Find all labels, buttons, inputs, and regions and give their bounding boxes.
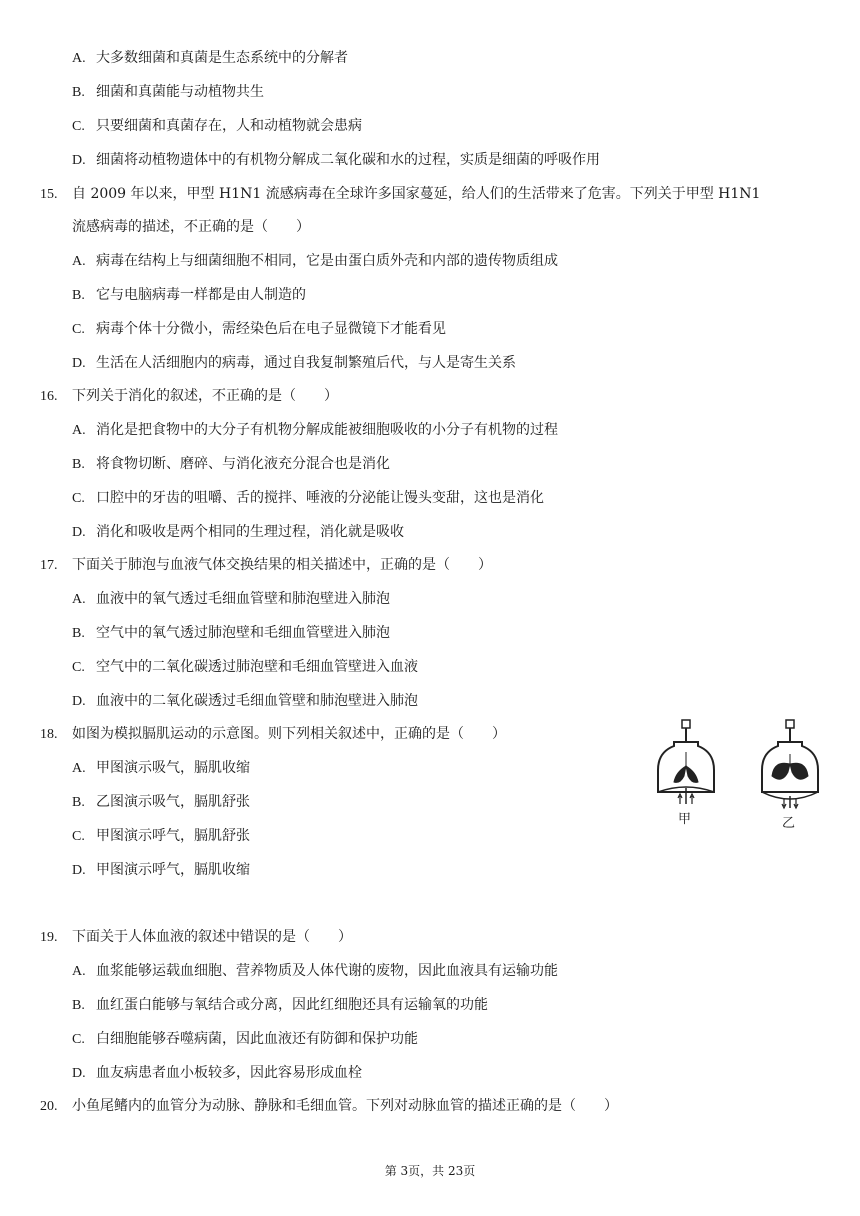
q14-option-c: C. 只要细菌和真菌存在，人和动植物就会患病 xyxy=(72,118,362,134)
q18-option-a: A. 甲图演示吸气，膈肌收缩 xyxy=(72,760,250,776)
q14-option-d: D. 细菌将动植物遗体中的有机物分解成二氧化碳和水的过程，实质是细菌的呼吸作用 xyxy=(72,152,600,168)
q19-option-b: B. 血红蛋白能够与氧结合或分离，因此红细胞还具有运输氧的功能 xyxy=(72,997,488,1013)
q16-stem: 16. 下列关于消化的叙述，不正确的是（ ） xyxy=(40,388,338,404)
q19-stem: 19. 下面关于人体血液的叙述中错误的是（ ） xyxy=(40,929,352,945)
q15-option-a: A. 病毒在结构上与细菌细胞不相同，它是由蛋白质外壳和内部的遗传物质组成 xyxy=(72,253,558,269)
q16-option-a: A. 消化是把食物中的大分子有机物分解成能被细胞吸收的小分子有机物的过程 xyxy=(72,422,558,438)
q16-option-d: D. 消化和吸收是两个相同的生理过程，消化就是吸收 xyxy=(72,524,404,540)
q19-option-a: A. 血浆能够运载血细胞、营养物质及人体代谢的废物，因此血液具有运输功能 xyxy=(72,963,558,979)
page-footer: 第 3页，共 23页 xyxy=(384,1164,476,1178)
q17-stem: 17. 下面关于肺泡与血液气体交换结果的相关描述中，正确的是（ ） xyxy=(40,557,492,573)
q17-option-c: C. 空气中的二氧化碳透过肺泡壁和毛细血管壁进入血液 xyxy=(72,659,418,675)
diaphragm-model-svg xyxy=(650,716,830,836)
q15-stem: 15. 自 2009 年以来，甲型 H1N1 流感病毒在全球许多国家蔓延，给人们的生活带来了危害。下列关于甲型 H1N1 xyxy=(40,186,761,202)
q17-option-b: B. 空气中的氧气透过肺泡壁和毛细血管壁进入肺泡 xyxy=(72,625,390,641)
q18-stem: 18. 如图为模拟膈肌运动的示意图。则下列相关叙述中，正确的是（ ） xyxy=(40,726,506,742)
q17-option-d: D. 血液中的二氧化碳透过毛细血管壁和肺泡壁进入肺泡 xyxy=(72,693,418,709)
q18-option-c: C. 甲图演示呼气，膈肌舒张 xyxy=(72,828,250,844)
q19-option-c: C. 白细胞能够吞噬病菌，因此血液还有防御和保护功能 xyxy=(72,1031,418,1047)
q15-option-b: B. 它与电脑病毒一样都是由人制造的 xyxy=(72,287,306,303)
q19-option-d: D. 血友病患者血小板较多，因此容易形成血栓 xyxy=(72,1065,362,1081)
q14-option-a: A. 大多数细菌和真菌是生态系统中的分解者 xyxy=(72,50,348,66)
figure-label-jia: 甲 xyxy=(678,812,692,827)
q15-option-d: D. 生活在人活细胞内的病毒，通过自我复制繁殖后代，与人是寄生关系 xyxy=(72,355,516,371)
diaphragm-model-figure xyxy=(650,716,830,836)
q15-stem-cont: 流感病毒的描述，不正确的是（ ） xyxy=(72,219,310,235)
q18-option-b: B. 乙图演示吸气，膈肌舒张 xyxy=(72,794,250,810)
q18-option-d: D. 甲图演示呼气，膈肌收缩 xyxy=(72,862,250,878)
q14-option-b: B. 细菌和真菌能与动植物共生 xyxy=(72,84,264,100)
q17-option-a: A. 血液中的氧气透过毛细血管壁和肺泡壁进入肺泡 xyxy=(72,591,390,607)
q20-stem: 20. 小鱼尾鳍内的血管分为动脉、静脉和毛细血管。下列对动脉血管的描述正确的是（ ） xyxy=(40,1098,618,1114)
jar-jia xyxy=(658,720,714,804)
jar-yi xyxy=(762,720,818,808)
figure-label-yi: 乙 xyxy=(782,816,796,831)
q15-option-c: C. 病毒个体十分微小，需经染色后在电子显微镜下才能看见 xyxy=(72,321,446,337)
q16-option-c: C. 口腔中的牙齿的咀嚼、舌的搅拌、唾液的分泌能让馒头变甜，这也是消化 xyxy=(72,490,544,506)
q16-option-b: B. 将食物切断、磨碎、与消化液充分混合也是消化 xyxy=(72,456,390,472)
